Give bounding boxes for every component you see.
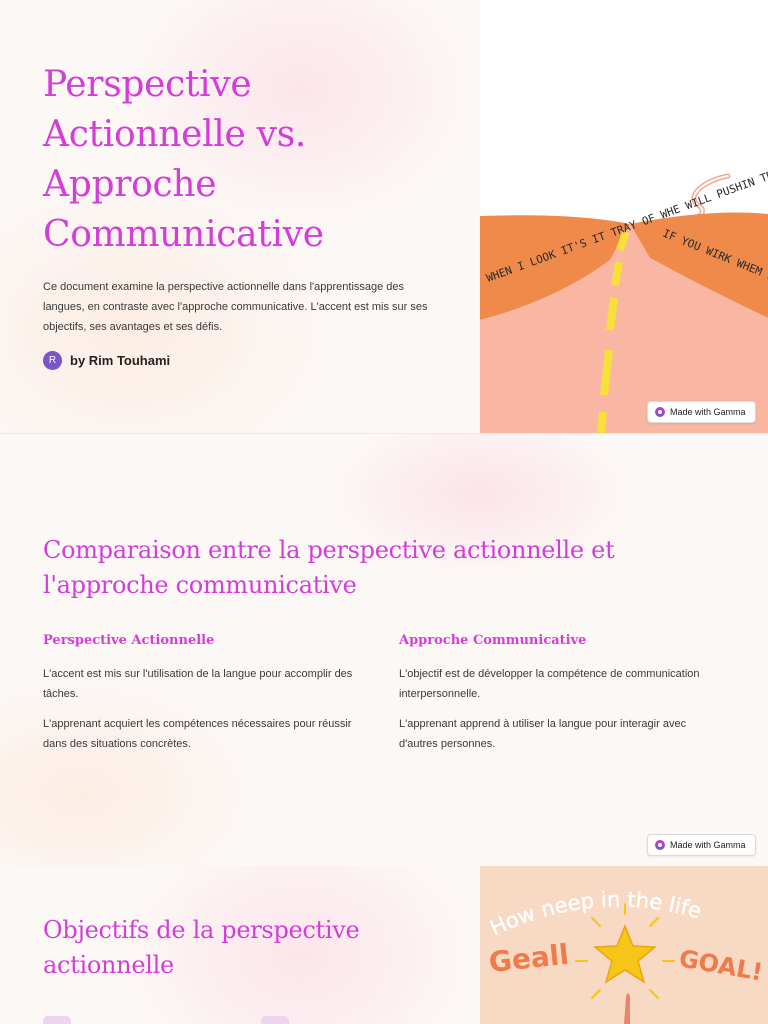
goal-lettering-left: Geall bbox=[487, 937, 571, 979]
comparison-title: Comparaison entre la perspective actionnelle et l'approche communicative bbox=[43, 536, 615, 599]
slide-divider bbox=[0, 433, 768, 434]
road-illustration-svg bbox=[480, 0, 768, 433]
gamma-icon bbox=[655, 840, 665, 850]
author-byline bbox=[43, 351, 170, 370]
comparison-slide bbox=[0, 433, 768, 866]
objectives-panel bbox=[0, 866, 480, 1024]
goal-lettering-right: GOAL! bbox=[676, 944, 765, 987]
column-heading: Perspective Actionnelle bbox=[43, 633, 215, 648]
badge-label: Made with Gamma bbox=[670, 407, 746, 417]
column-perspective-actionnelle bbox=[43, 633, 363, 764]
objectives-slide bbox=[0, 866, 768, 1024]
column-paragraph: L'apprenant apprend à utiliser la langue pour interagir avec d'autres personnes. bbox=[399, 718, 687, 750]
goal-illustration bbox=[480, 866, 768, 1024]
gamma-icon bbox=[655, 407, 665, 417]
made-with-gamma-badge[interactable] bbox=[647, 401, 756, 423]
objective-chip bbox=[43, 1016, 71, 1024]
avatar: R bbox=[43, 351, 62, 370]
badge-label: Made with Gamma bbox=[670, 840, 746, 850]
objectives-title: Objectifs de la perspective actionnelle bbox=[43, 916, 360, 979]
goal-lettering-top: How neep in the life bbox=[486, 887, 705, 941]
column-paragraph: L'objectif est de développer la compétence de communication interpersonnelle. bbox=[399, 668, 700, 700]
title-slide bbox=[0, 0, 768, 433]
column-paragraph: L'apprenant acquiert les compétences nécessaires pour réussir dans des situations concrètes. bbox=[43, 718, 352, 750]
goal-illustration-svg bbox=[480, 866, 768, 1024]
column-approche-communicative bbox=[399, 633, 719, 764]
column-heading: Approche Communicative bbox=[399, 633, 587, 648]
title-panel bbox=[0, 0, 480, 433]
objective-chip bbox=[261, 1016, 289, 1024]
intro-paragraph: Ce document examine la perspective actionnelle dans l'apprentissage des langues, en contraste avec l'approche communicative. L'accent est mis sur ses objectifs, ses avantages et ses défis. bbox=[43, 281, 428, 333]
made-with-gamma-badge[interactable] bbox=[647, 834, 756, 856]
road-illustration bbox=[480, 0, 768, 433]
objective-chips bbox=[43, 1016, 289, 1024]
author-name: by Rim Touhami bbox=[70, 353, 171, 368]
column-paragraph: L'accent est mis sur l'utilisation de la langue pour accomplir des tâches. bbox=[43, 668, 353, 700]
page-title: Perspective Actionnelle vs. Approche Communicative bbox=[43, 64, 324, 255]
